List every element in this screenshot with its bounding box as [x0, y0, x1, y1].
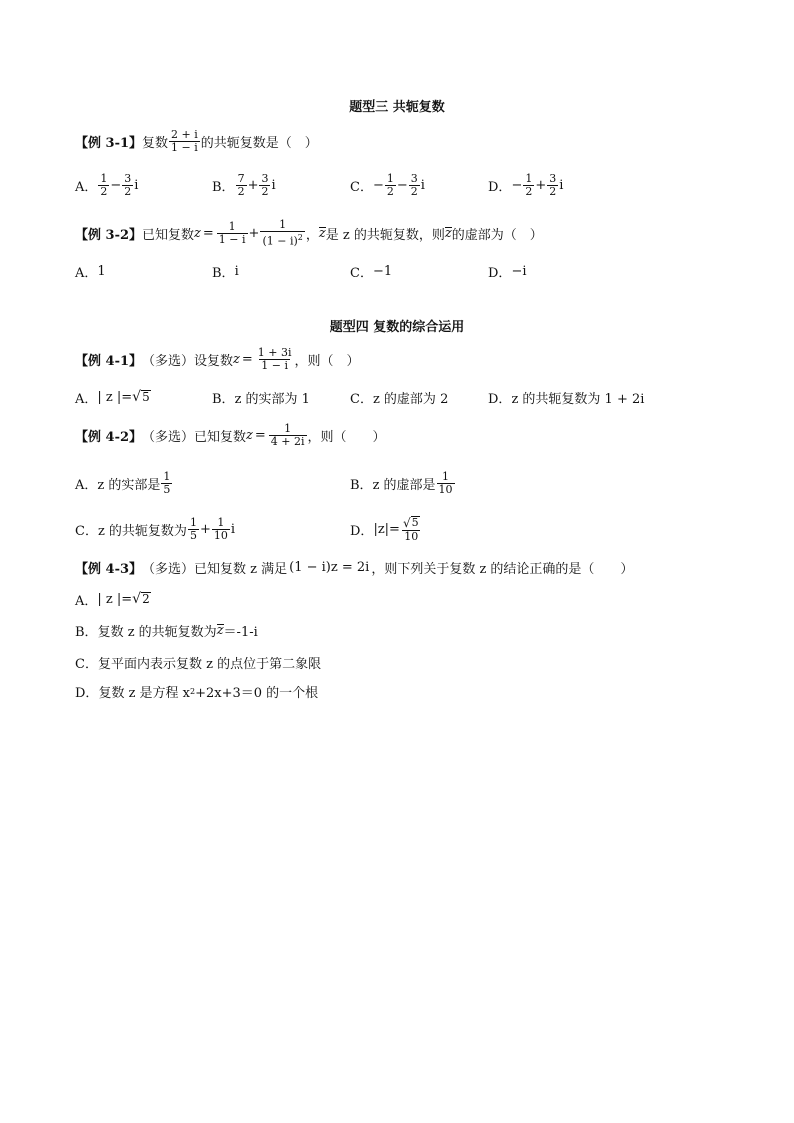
- numerator: 1: [100, 171, 108, 185]
- denominator: 2: [549, 184, 557, 198]
- option-label: D．: [488, 179, 512, 195]
- fraction: [256, 347, 294, 372]
- option-label: D．: [75, 685, 99, 701]
- question-text: 是 z 的共轭复数，则: [325, 227, 445, 243]
- denominator: 2: [410, 184, 418, 198]
- imaginary-unit: i: [230, 521, 236, 537]
- fraction-2: [260, 219, 304, 248]
- radicand: 5: [142, 390, 150, 404]
- denominator: 2: [124, 184, 132, 198]
- question-text: 复数: [142, 135, 169, 151]
- numerator: 3: [410, 171, 418, 185]
- option-a[interactable]: [75, 584, 151, 614]
- fraction: [236, 173, 247, 198]
- operator: −: [396, 177, 408, 193]
- sqrt: [403, 516, 420, 530]
- equals: =: [202, 225, 214, 241]
- option-d[interactable]: [488, 170, 563, 200]
- question-text: 的虚部为（ ）: [451, 227, 543, 243]
- fraction: [161, 471, 172, 496]
- option-label: C．: [75, 656, 98, 672]
- option-text: z 的虚部是: [372, 477, 436, 493]
- radicand: 2: [142, 592, 150, 606]
- question-4-3: [75, 552, 633, 582]
- fraction: [523, 173, 534, 198]
- sign: −: [511, 177, 523, 193]
- option-text: 1: [97, 263, 106, 279]
- fraction: [385, 173, 396, 198]
- denominator: 10: [438, 482, 453, 496]
- radical-sign: √: [132, 591, 142, 607]
- sign: −: [372, 177, 384, 193]
- option-text: 复数 z 的共轭复数为: [97, 624, 217, 640]
- question-tag: 【例 3-2】: [75, 227, 143, 243]
- fraction: [98, 173, 109, 198]
- denominator: 2: [386, 184, 394, 198]
- option-text: 复数 z 是方程 x: [98, 685, 191, 701]
- option-label: B．: [212, 265, 235, 281]
- question-text: ，则下列关于复数 z 的结论正确的是（ ）: [371, 561, 634, 577]
- option-label: D．: [350, 523, 374, 539]
- option-a[interactable]: [75, 382, 151, 412]
- option-a[interactable]: [75, 170, 138, 200]
- numerator: 1: [442, 469, 450, 483]
- denominator: 1 − i: [261, 358, 289, 372]
- numerator: 3: [549, 171, 557, 185]
- question-text: （多选）已知复数 z 满足: [142, 561, 288, 577]
- option-text: z 的虚部为 2: [372, 391, 449, 407]
- numerator: 1: [189, 515, 197, 529]
- denominator: 1 − i: [218, 232, 246, 246]
- var-z: z: [194, 225, 201, 241]
- numerator: 1: [284, 421, 292, 435]
- denominator: 4 + 2i: [270, 434, 305, 448]
- option-c[interactable]: [75, 647, 321, 677]
- option-text: i: [234, 263, 239, 279]
- exponent: 2: [190, 686, 196, 696]
- option-text: | z |=: [97, 591, 133, 607]
- option-text: 复平面内表示复数 z 的点位于第二象限: [97, 656, 322, 672]
- imaginary-unit: i: [134, 177, 139, 193]
- numerator: 1: [228, 219, 236, 233]
- fraction: [401, 516, 422, 543]
- denominator: 2: [100, 184, 108, 198]
- fraction: [437, 471, 455, 496]
- option-label: D．: [488, 265, 512, 281]
- conj-z: z: [444, 225, 452, 241]
- fraction: [409, 173, 420, 198]
- denominator: 10: [404, 529, 419, 543]
- option-label: B．: [212, 391, 235, 407]
- var-z: z: [233, 351, 240, 367]
- question-4-2: [75, 420, 386, 450]
- equals: =: [241, 351, 253, 367]
- option-label: A．: [75, 391, 98, 407]
- option-text: | z |=: [97, 389, 133, 405]
- option-label: D．: [488, 391, 512, 407]
- option-text: z 的实部为 1: [234, 391, 310, 407]
- plus: +: [248, 225, 260, 241]
- comma: ，: [305, 227, 319, 243]
- numerator: 1: [163, 469, 171, 483]
- question-tag: 【例 4-1】: [75, 353, 143, 369]
- equals: =: [254, 427, 266, 443]
- question-text: （多选）已知复数: [142, 429, 247, 445]
- radical-sign: √: [402, 515, 411, 530]
- question-tag: 【例 4-3】: [75, 561, 143, 577]
- fraction: [212, 517, 230, 542]
- option-label: A．: [75, 477, 98, 493]
- operator: +: [535, 177, 547, 193]
- option-b[interactable]: [350, 468, 456, 498]
- question-text: 的共轭复数是（ ）: [200, 135, 318, 151]
- denominator: 2: [237, 184, 245, 198]
- option-label: B．: [350, 477, 373, 493]
- fraction-1: [217, 221, 248, 246]
- option-label: A．: [75, 265, 98, 281]
- option-c[interactable]: [75, 514, 235, 544]
- var-z: z: [246, 427, 253, 443]
- option-b[interactable]: [212, 382, 310, 412]
- denominator: 1 − i: [171, 140, 198, 154]
- numerator: 1 + 3i: [257, 345, 292, 359]
- section-title-4: 题型四 复数的综合运用: [329, 320, 465, 335]
- operator: −: [110, 177, 122, 193]
- question-3-1: [75, 126, 318, 156]
- numerator: 7: [237, 171, 245, 185]
- fraction: [188, 517, 199, 542]
- option-text: z 的共轭复数为: [97, 523, 187, 539]
- denominator: 5: [189, 528, 197, 542]
- option-a[interactable]: [75, 256, 106, 286]
- option-d[interactable]: [350, 514, 423, 544]
- denominator: 5: [163, 482, 171, 496]
- option-label: B．: [75, 624, 98, 640]
- option-a[interactable]: [75, 468, 173, 498]
- conj-z: z: [216, 622, 224, 638]
- operator: +: [247, 177, 259, 193]
- option-b[interactable]: [212, 256, 239, 286]
- fraction: [122, 173, 133, 198]
- numerator: 1: [386, 171, 394, 185]
- condition: (1 − i)z = 2i: [289, 559, 370, 575]
- option-d[interactable]: [488, 382, 644, 412]
- option-b[interactable]: [212, 170, 276, 200]
- option-b[interactable]: [75, 615, 258, 645]
- numerator: 1: [525, 171, 533, 185]
- imaginary-unit: i: [271, 177, 276, 193]
- section-title-3: 题型三 共轭复数: [349, 100, 445, 115]
- fraction: [259, 173, 270, 198]
- question-tag: 【例 3-1】: [75, 135, 143, 151]
- radicand: 5: [411, 515, 419, 529]
- option-c[interactable]: [350, 382, 448, 412]
- option-text: ＝-1-i: [223, 624, 258, 640]
- option-label: C．: [75, 523, 98, 539]
- question-4-1: [75, 344, 360, 374]
- option-text: −i: [511, 263, 527, 279]
- option-c[interactable]: [350, 170, 425, 200]
- numerator: [401, 516, 422, 530]
- numerator: 3: [124, 171, 132, 185]
- option-text: z 的共轭复数为 1 + 2i: [511, 391, 645, 407]
- option-d[interactable]: [488, 256, 527, 286]
- fraction: [269, 423, 307, 448]
- question-tag: 【例 4-2】: [75, 429, 143, 445]
- question-3-2: [75, 218, 543, 248]
- option-label: C．: [350, 179, 373, 195]
- fraction: [169, 129, 200, 154]
- option-text: z 的实部是: [97, 477, 161, 493]
- operator: +: [199, 521, 211, 537]
- imaginary-unit: i: [420, 177, 425, 193]
- question-text: ，则（ ）: [307, 429, 386, 445]
- option-text: |z|=: [373, 521, 400, 537]
- exponent: 2: [297, 232, 303, 242]
- numerator: 1: [279, 217, 287, 231]
- option-text: +2x+3＝0 的一个根: [195, 685, 319, 701]
- denominator: 10: [213, 528, 228, 542]
- question-text: 已知复数: [142, 227, 195, 243]
- question-text: ，则（ ）: [294, 353, 360, 369]
- option-label: C．: [350, 391, 373, 407]
- option-text: −1: [372, 263, 393, 279]
- numerator: 3: [261, 171, 269, 185]
- imaginary-unit: i: [559, 177, 564, 193]
- option-c[interactable]: [350, 256, 392, 286]
- option-label: C．: [350, 265, 373, 281]
- conj-z: z: [318, 225, 326, 241]
- denominator-text: (1 − i): [262, 234, 298, 248]
- denominator: 2: [261, 184, 269, 198]
- option-label: A．: [75, 179, 98, 195]
- option-label: A．: [75, 593, 98, 609]
- sqrt: [132, 592, 151, 606]
- option-d[interactable]: [75, 676, 318, 706]
- sqrt: [132, 390, 151, 404]
- denominator: [260, 231, 304, 248]
- option-label: B．: [212, 179, 235, 195]
- question-text: （多选）设复数: [142, 353, 234, 369]
- numerator: 1: [217, 515, 225, 529]
- fraction: [547, 173, 558, 198]
- radical-sign: √: [132, 389, 142, 405]
- numerator: 2 + i: [171, 127, 198, 141]
- denominator: 2: [525, 184, 533, 198]
